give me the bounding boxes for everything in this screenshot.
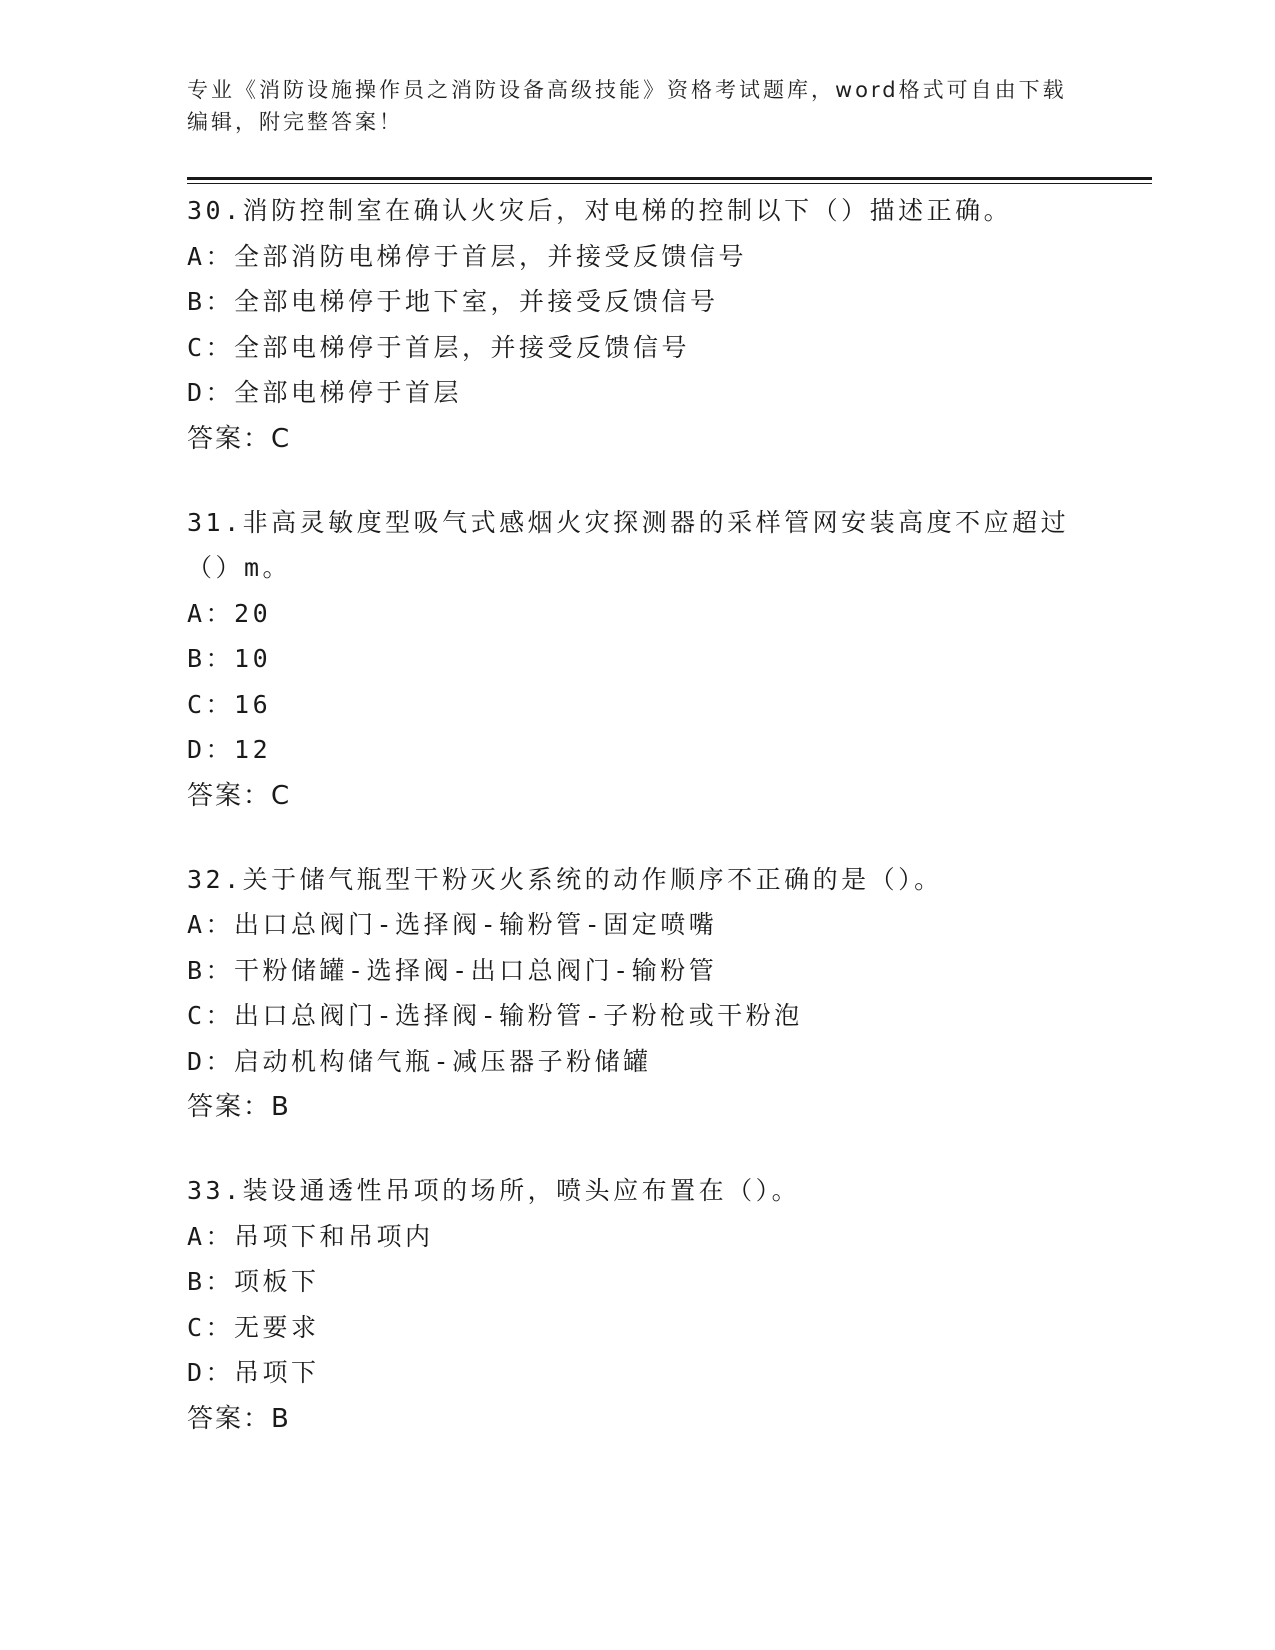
- header-divider-thick: [187, 177, 1152, 180]
- answer-label: 答案：: [187, 780, 272, 811]
- option-a: A：20: [187, 598, 272, 628]
- option-d: D：吊项下: [187, 1358, 320, 1387]
- question-33: [187, 1168, 1087, 1442]
- question-31: [187, 500, 1087, 819]
- option-c: C：全部电梯停于首层，并接受反馈信号: [187, 332, 691, 362]
- option-d: D：启动机构储气瓶-减压器子粉储罐: [187, 1046, 652, 1076]
- header-divider-thin: [187, 183, 1152, 184]
- question-stem: 32.关于储气瓶型干粉灭火系统的动作顺序不正确的是（）。: [187, 864, 943, 894]
- answer-value: B: [271, 1092, 291, 1122]
- answer-label: 答案：: [187, 1403, 272, 1434]
- answer-label: 答案：: [187, 423, 272, 454]
- option-c: C：无要求: [187, 1312, 320, 1342]
- option-b: B：项板下: [187, 1267, 320, 1296]
- option-d: D：全部电梯停于首层: [187, 378, 463, 407]
- option-c: C：出口总阀门-选择阀-输粉管-子粉枪或干粉泡: [187, 1001, 803, 1030]
- option-a: A：吊项下和吊项内: [187, 1221, 434, 1251]
- option-a: A：全部消防电梯停于首层，并接受反馈信号: [187, 241, 748, 271]
- answer-value: C: [271, 780, 292, 811]
- option-b: B：干粉储罐-选择阀-出口总阀门-输粉管: [187, 955, 718, 985]
- question-30: [187, 188, 1087, 462]
- question-stem: 30.消防控制室在确认火灾后，对电梯的控制以下（）描述正确。: [187, 196, 1013, 225]
- answer-line: [187, 1396, 1087, 1442]
- question-list: [187, 188, 1087, 1480]
- option-b: B：全部电梯停于地下室，并接受反馈信号: [187, 287, 719, 316]
- option-c: C：16: [187, 689, 272, 719]
- document-header: 专业《消防设施操作员之消防设备高级技能》资格考试题库，word格式可自由下载编辑，附完整答案！: [187, 78, 1067, 134]
- answer-label: 答案：: [187, 1092, 272, 1122]
- answer-line: [187, 416, 1087, 462]
- question-32: [187, 857, 1087, 1131]
- question-stem: 33.装设通透性吊项的场所，喷头应布置在（）。: [187, 1176, 801, 1205]
- option-d: D：12: [187, 735, 272, 764]
- option-b: B：10: [187, 644, 272, 673]
- answer-value: B: [271, 1403, 291, 1434]
- option-a: A：出口总阀门-选择阀-输粉管-固定喷嘴: [187, 910, 718, 939]
- answer-line: [187, 1084, 1087, 1130]
- question-stem: 31.非高灵敏度型吸气式感烟火灾探测器的采样管网安装高度不应超过（）m。: [187, 507, 1070, 582]
- answer-value: C: [271, 423, 292, 454]
- answer-line: [187, 773, 1087, 819]
